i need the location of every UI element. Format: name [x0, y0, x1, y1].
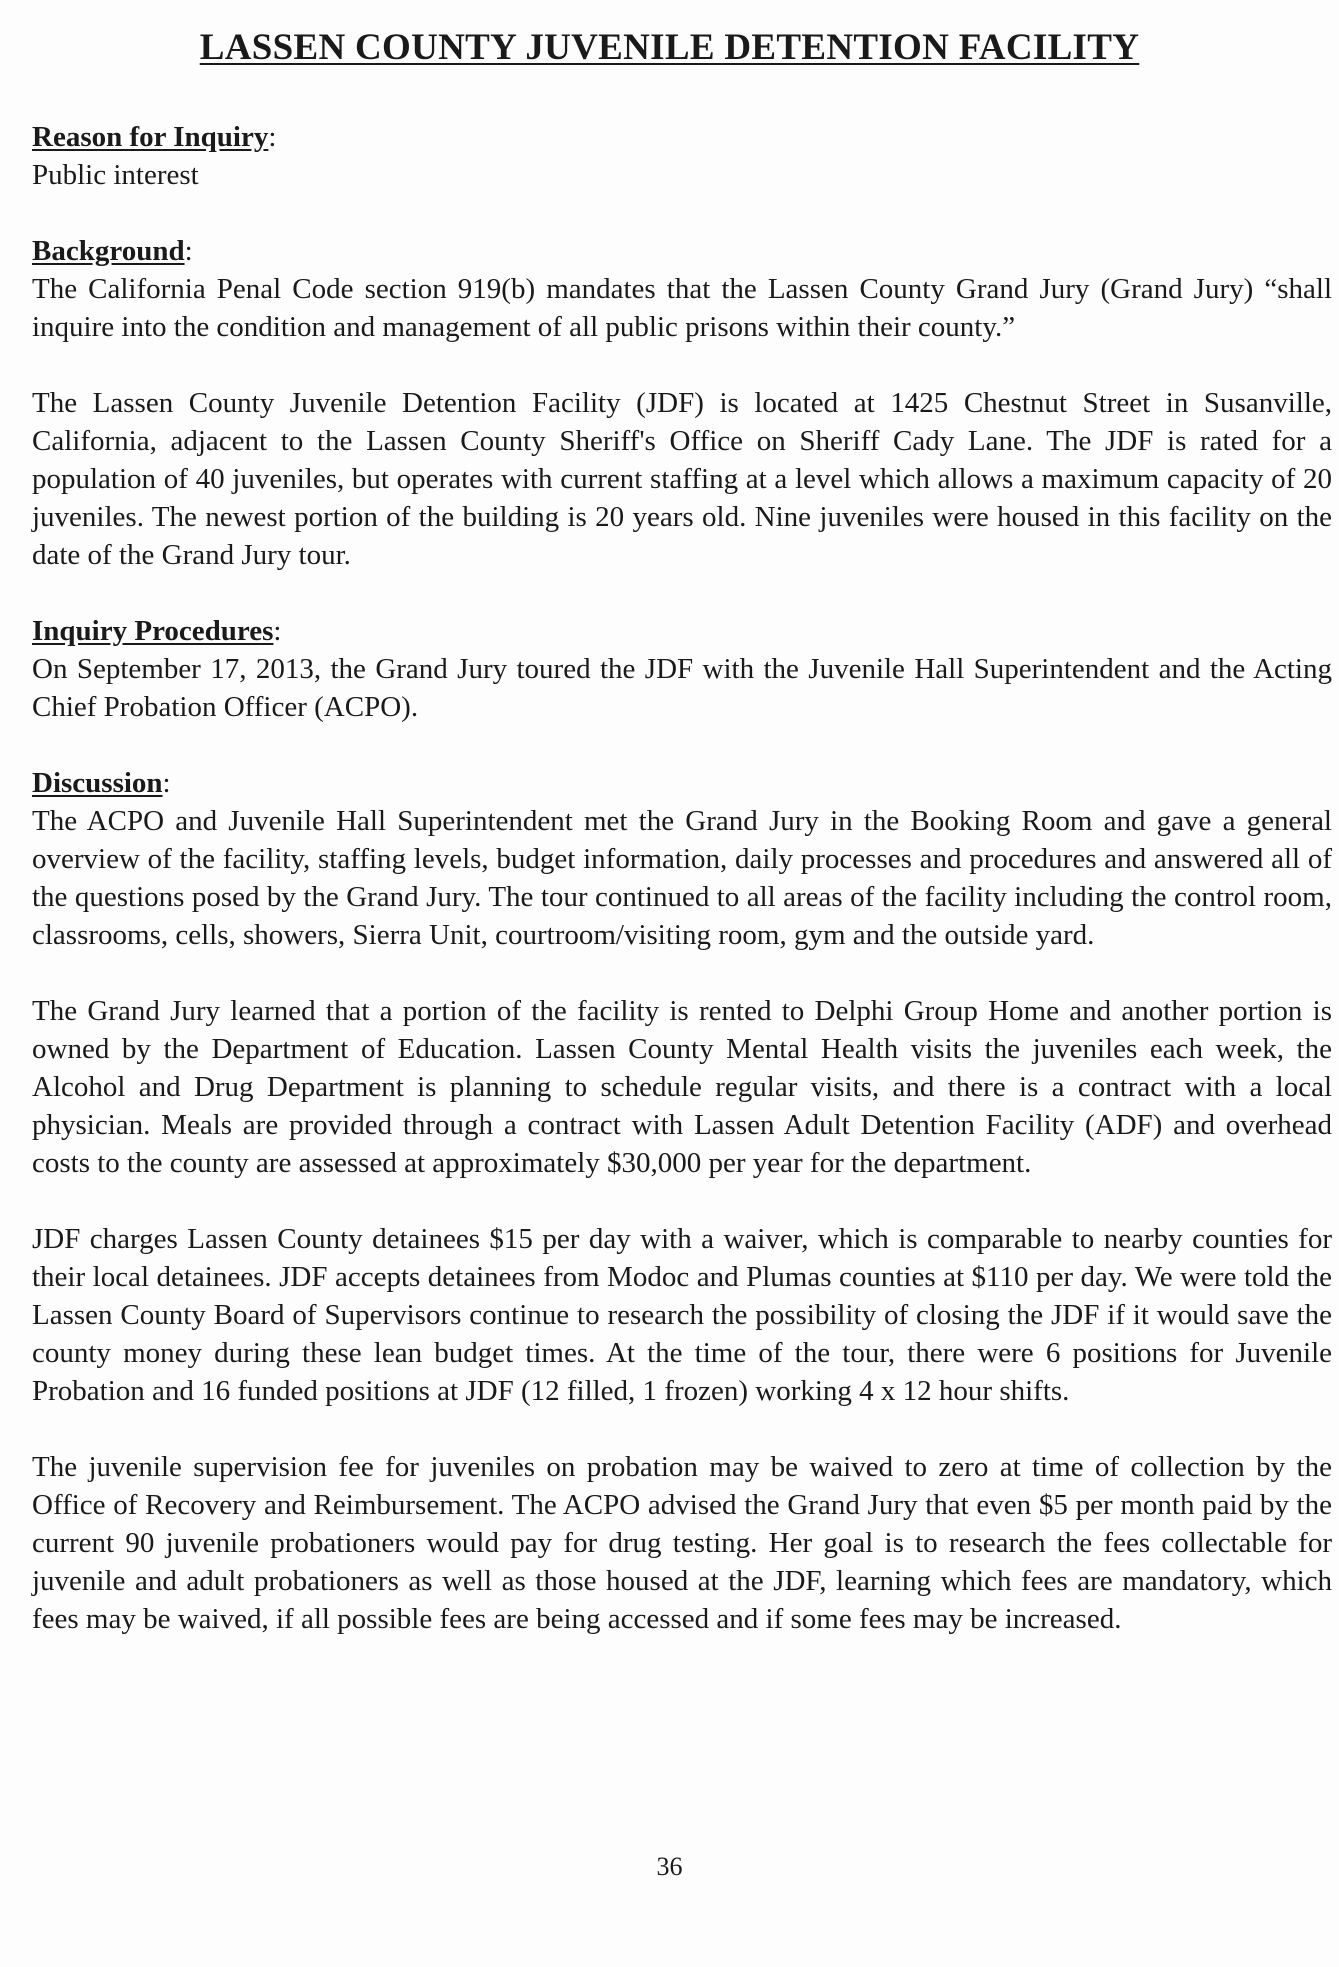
discussion-paragraph: The juvenile supervision fee for juveniles on probation may be waived to zero at time of collection by the Office of Recovery and Reimbursement. The ACPO advised the Grand Jury that even $5 per month paid by the current 90 juvenile probationers would pay for drug testing. Her goal is to research the fees collectable for juvenile and adult probationers as well as those housed at the JDF, learning which fees are mandatory, which fees may be waived, if all possible fees are being accessed and if some fees may be increased.: [32, 1451, 1332, 1635]
section-reason-for-inquiry: Reason for Inquiry: Public interest: [32, 118, 1332, 194]
discussion-paragraph: The Grand Jury learned that a portion of the facility is rented to Delphi Group Home and another portion is owned by the Department of Education. Lassen County Mental Health visits the juveniles each week, the Alcohol and Drug Department is planning to schedule regular visits, and there is a contract with a local physician. Meals are provided through a contract with Lassen Adult Detention Facility (ADF) and overhead costs to the county are assessed at approximately $30,000 per year for the department.: [32, 995, 1332, 1179]
page-number: 36: [656, 1852, 683, 1881]
procedures-text: On September 17, 2013, the Grand Jury toured the JDF with the Juvenile Hall Superintendent and the Acting Chief Probation Officer (ACPO).: [32, 653, 1332, 723]
discussion-paragraph: The ACPO and Juvenile Hall Superintendent met the Grand Jury in the Booking Room and gave a general overview of the facility, staffing levels, budget information, daily processes and procedures and answered all of the questions posed by the Grand Jury. The tour continued to all areas of the facility including the control room, classrooms, cells, showers, Sierra Unit, courtroom/visiting room, gym and the outside yard.: [32, 805, 1332, 951]
background-paragraph: The California Penal Code section 919(b) mandates that the Lassen County Grand Jury (Grand Jury) “shall inquire into the condition and management of all public prisons within their county.”: [32, 273, 1332, 343]
discussion-paragraph: JDF charges Lassen County detainees $15 per day with a waiver, which is comparable to nearby counties for their local detainees. JDF accepts detainees from Modoc and Plumas counties at $110 per day. We were told the Lassen County Board of Supervisors continue to research the possibility of closing the JDF if it would save the county money during these lean budget times. At the time of the tour, there were 6 positions for Juvenile Probation and 16 funded positions at JDF (12 filled, 1 frozen) working 4 x 12 hour shifts.: [32, 1223, 1332, 1407]
background-paragraph: The Lassen County Juvenile Detention Facility (JDF) is located at 1425 Chestnut Street in Susanville, California, adjacent to the Lassen County Sheriff's Office on Sheriff Cady Lane. The JDF is rated for a population of 40 juveniles, but operates with current staffing at a level which allows a maximum capacity of 20 juveniles. The newest portion of the building is 20 years old. Nine juveniles were housed in this facility on the date of the Grand Jury tour.: [32, 387, 1332, 571]
section-inquiry-procedures: Inquiry Procedures: On September 17, 2013, the Grand Jury toured the JDF with the Juvenile Hall Superintendent and the Acting Chief Probation Officer (ACPO).: [32, 612, 1332, 726]
section-heading-discussion: Discussion: [32, 767, 163, 799]
section-heading-procedures: Inquiry Procedures: [32, 615, 274, 647]
document-body: [32, 118, 1332, 1676]
reason-text: Public interest: [32, 159, 199, 191]
section-heading-reason: Reason for Inquiry: [32, 121, 269, 153]
section-discussion: Discussion: The ACPO and Juvenile Hall Superintendent met the Grand Jury in the Booking Room and gave a general overview of the facility, staffing levels, budget information, daily processes and procedures and answered all of the questions posed by the Grand Jury. The tour continued to all areas of the facility including the control room, classrooms, cells, showers, Sierra Unit, courtroom/visiting room, gym and the outside yard. The Grand Jury learned that a portion of the facility is rented to Delphi Group Home and another portion is owned by the Department of Education. Lassen County Mental Health visits the juveniles each week, the Alcohol and Drug Department is planning to schedule regular visits, and there is a contract with a local physician. Meals are provided through a contract with Lassen Adult Detention Facility (ADF) and overhead costs to the county are assessed at approximately $30,000 per year for the department. JDF charges Lassen County detainees $15 per day with a waiver, which is comparable to nearby counties for their local detainees. JDF accepts detainees from Modoc and Plumas counties at $110 per day. We were told the Lassen County Board of Supervisors continue to research the possibility of closing the JDF if it would save the county money during these lean budget times. At the time of the tour, there were 6 positions for Juvenile Probation and 16 funded positions at JDF (12 filled, 1 frozen) working 4 x 12 hour shifts. The juvenile supervision fee for juveniles on probation may be waived to zero at time of collection by the Office of Recovery and Reimbursement. The ACPO advised the Grand Jury that even $5 per month paid by the current 90 juvenile probationers would pay for drug testing. Her goal is to research the fees collectable for juvenile and adult probationers as well as those housed at the JDF, learning which fees are mandatory, which fees may be waived, if all possible fees are being accessed and if some fees may be increased.: [32, 764, 1332, 1638]
section-background: Background: The California Penal Code section 919(b) mandates that the Lassen County Grand Jury (Grand Jury) “shall inquire into the condition and management of all public prisons within their county.” The Lassen County Juvenile Detention Facility (JDF) is located at 1425 Chestnut Street in Susanville, California, adjacent to the Lassen County Sheriff's Office on Sheriff Cady Lane. The JDF is rated for a population of 40 juveniles, but operates with current staffing at a level which allows a maximum capacity of 20 juveniles. The newest portion of the building is 20 years old. Nine juveniles were housed in this facility on the date of the Grand Jury tour.: [32, 232, 1332, 574]
section-heading-background: Background: [32, 235, 185, 267]
document-title: LASSEN COUNTY JUVENILE DETENTION FACILITY: [199, 27, 1140, 68]
